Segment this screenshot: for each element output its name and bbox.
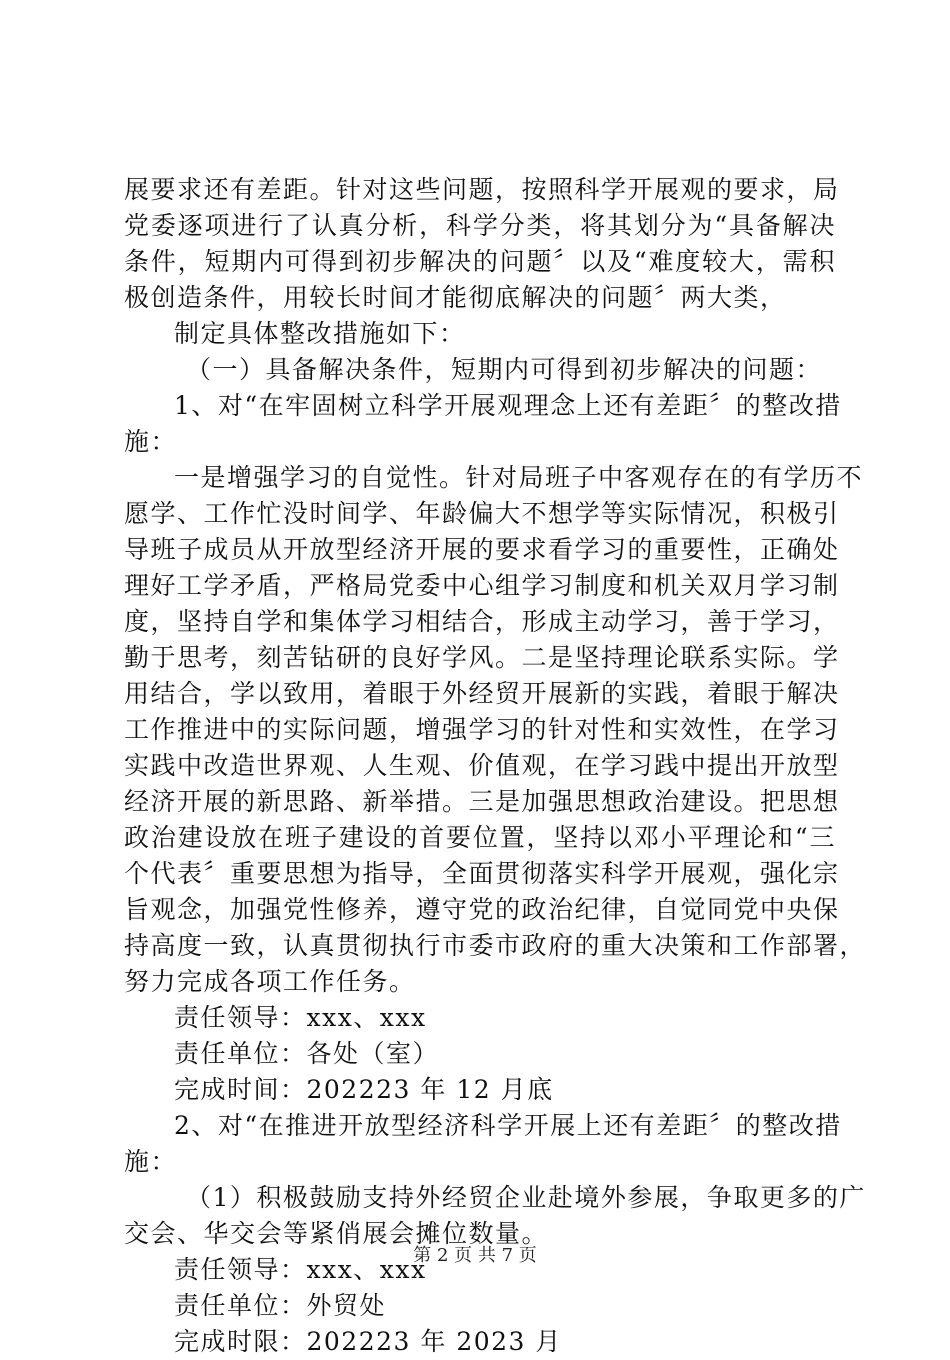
paragraph-line: 党委逐项进行了认真分析，科学分类，将其划分为“具备解决 [124,211,836,240]
paragraph-line: 持高度一致，认真贯彻执行市委市政府的重大决策和工作部署， [124,931,867,960]
completion-time: 完成时限：202223 年 2023 月 [174,1327,562,1356]
paragraph-line: 度，坚持自学和集体学习相结合，形成主动学习，善于学习， [124,607,840,636]
page-number: 第 2 页 共 7 页 [413,1245,537,1266]
paragraph-line: 经济开展的新思路、新举措。三是加强思想政治建设。把思想 [124,787,840,816]
section-heading: （一）具备解决条件，短期内可得到初步解决的问题： [186,355,823,384]
paragraph-line: 导班子成员从开放型经济开展的要求看学习的重要性，正确处 [124,535,840,564]
item-heading: 2、对“在推进开放型经济科学开展上还有差距〞的整改措 [174,1111,842,1140]
body-text [124,172,867,1360]
paragraph-line: 实践中改造世界观、人生观、价值观，在学习践中提出开放型 [124,751,840,780]
item-heading: 1、对“在牢固树立科学开展观理念上还有差距〞的整改措 [174,391,842,420]
item-heading: 施： [124,1147,178,1176]
paragraph-line: 愿学、工作忙没时间学、年龄偏大不想学等实际情况，积极引 [124,499,840,528]
paragraph-line: 条件，短期内可得到初步解决的问题〞以及“难度较大，需积 [124,247,836,276]
responsible-leader: 责任领导：xxx、xxx [174,1003,427,1032]
paragraph-line: 个代表〞重要思想为指导，全面贯彻落实科学开展观，强化宗 [124,859,840,888]
paragraph-line: 制定具体整改措施如下： [174,319,466,348]
responsible-unit: 责任单位：各处（室） [174,1039,440,1068]
paragraph-line: 政治建设放在班子建设的首要位置，坚持以邓小平理论和“三 [124,823,836,852]
paragraph-line: 努力完成各项工作任务。 [124,967,416,996]
paragraph-line: 用结合，学以致用，着眼于外经贸开展新的实践，着眼于解决 [124,679,840,708]
paragraph-line: 理好工学矛盾，严格局党委中心组学习制度和机关双月学习制 [124,571,840,600]
paragraph-line: 交会、华交会等紧俏展会摊位数量。 [124,1219,549,1248]
paragraph-line: 一是增强学习的自觉性。针对局班子中客观存在的有学历不 [174,463,864,492]
responsible-unit: 责任单位：外贸处 [174,1291,387,1320]
page-footer [0,1244,950,1268]
paragraph-line: 极创造条件，用较长时间才能彻底解决的问题〞两大类， [124,283,787,312]
paragraph-line: （1）积极鼓励支持外经贸企业赴境外参展，争取更多的广 [186,1183,866,1212]
item-heading: 施： [124,427,178,456]
paragraph-line: 展要求还有差距。针对这些问题，按照科学开展观的要求，局 [124,175,840,204]
paragraph-line: 工作推进中的实际问题，增强学习的针对性和实效性，在学习 [124,715,840,744]
completion-time: 完成时间：202223 年 12 月底 [174,1075,554,1104]
responsible-leader: 责任领导：xxx、xxx [174,1255,427,1284]
paragraph-line: 旨观念，加强党性修养，遵守党的政治纪律，自觉同党中央保 [124,895,840,924]
paragraph-line: 勤于思考，刻苦钻研的良好学风。二是坚持理论联系实际。学 [124,643,840,672]
